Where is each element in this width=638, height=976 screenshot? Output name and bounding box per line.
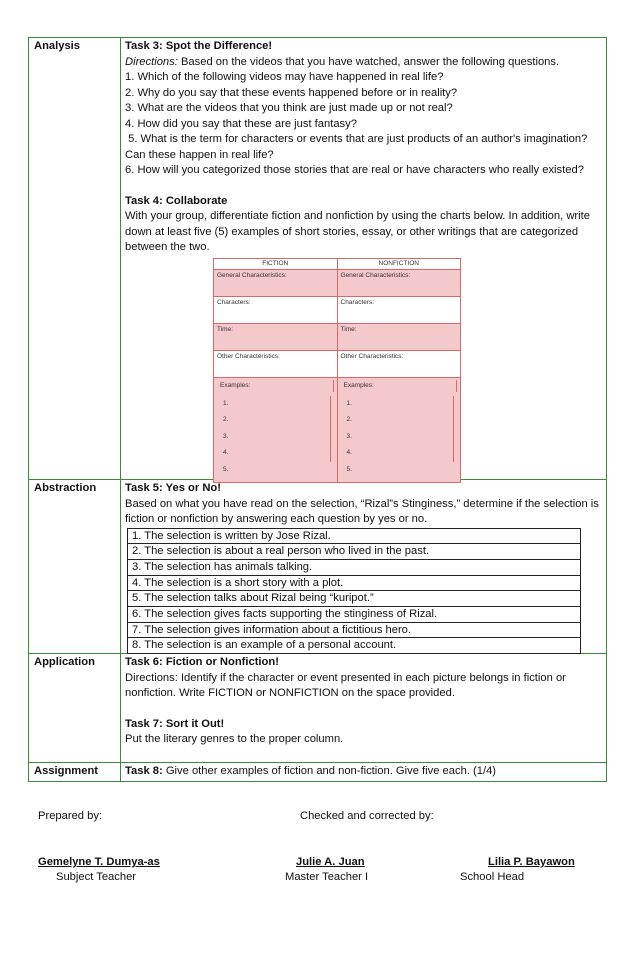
assignment-content bbox=[121, 763, 606, 781]
question: 6. How will you categorized those stories that are real or have characters who really existed? bbox=[125, 164, 584, 176]
signatory-school-head-name: Lilia P. Bayawon bbox=[488, 856, 575, 868]
checked-by-label: Checked and corrected by: bbox=[300, 810, 434, 822]
prepared-by-label: Prepared by: bbox=[38, 810, 103, 822]
chart-cell: Time: bbox=[340, 325, 357, 333]
task6-text: Directions: Identify if the character or event presented in each picture belongs in fiction or nonfiction. Write FICTION or NONFICTION on the space provided. bbox=[125, 671, 566, 699]
examples-label: Examples: bbox=[217, 380, 334, 392]
chart-cell bbox=[214, 378, 338, 483]
example-num: 1. bbox=[220, 396, 331, 413]
fiction-nonfiction-chart bbox=[213, 258, 461, 484]
signatory-master-teacher-role: Master Teacher I bbox=[285, 871, 369, 883]
abstraction-row bbox=[29, 479, 606, 653]
chart-cell: General Characteristics: bbox=[214, 270, 338, 296]
chart-row-characters bbox=[214, 297, 460, 324]
yes-no-item: 2. The selection is about a real person who lived in the past. bbox=[128, 543, 580, 559]
question: 5. What is the term for characters or events that are just products of an author's imagination? Can these happen in real life? bbox=[125, 133, 591, 161]
task7-text: Put the literary genres to the proper column. bbox=[125, 733, 344, 745]
chart-row-time bbox=[214, 324, 460, 351]
example-num: 3. bbox=[344, 429, 455, 446]
application-label: Application bbox=[29, 654, 121, 762]
example-num: 5. bbox=[346, 465, 352, 473]
yes-no-item: 7. The selection gives information about a fictitious hero. bbox=[128, 622, 580, 638]
task4-title: Task 4: Collaborate bbox=[125, 194, 228, 207]
yes-no-item: 4. The selection is a short story with a plot. bbox=[128, 575, 580, 591]
task5-text: Based on what you have read on the selection, “Rizal”s Stinginess,” determine if the selection is fiction or nonfiction by answering each question by yes or no. bbox=[125, 497, 599, 525]
examples-label: Examples: bbox=[341, 380, 458, 392]
question: 2. Why do you say that these events happened before or in reality? bbox=[125, 86, 458, 99]
example-num: 4. bbox=[344, 445, 455, 462]
yes-no-item: 5. The selection talks about Rizal being “kuripot.” bbox=[128, 590, 580, 606]
chart-cell: Other Characteristics: bbox=[214, 351, 338, 377]
task3-directions bbox=[125, 55, 602, 71]
chart-header bbox=[214, 259, 460, 270]
signatory-school-head-role: School Head bbox=[460, 871, 525, 883]
chart-cell: General Characteristics: bbox=[340, 271, 411, 279]
yes-no-item: 6. The selection gives facts supporting the stinginess of Rizal. bbox=[128, 606, 580, 622]
chart-col-fiction: FICTION bbox=[214, 259, 338, 270]
chart-cell: Characters: bbox=[214, 297, 338, 323]
chart-row-other bbox=[214, 351, 460, 378]
directions-text: Based on the videos that you have watched, answer the following questions. bbox=[177, 55, 560, 68]
analysis-row bbox=[29, 38, 606, 479]
signatory-subject-teacher-name: Gemelyne T. Dumya-as bbox=[38, 856, 160, 868]
question: 3. What are the videos that you think are just made up or not real? bbox=[125, 102, 453, 114]
abstraction-content bbox=[121, 480, 606, 653]
signatory-master-teacher-name: Julie A. Juan bbox=[296, 856, 365, 868]
analysis-label: Analysis bbox=[29, 38, 121, 479]
task4-text: With your group, differentiate fiction and nonfiction by using the charts below. In addition, write down at least five (5) examples of short stories, essay, or other writings that are categorized between the two. bbox=[125, 210, 590, 253]
question: 4. How did you say that these are just fantasy? bbox=[125, 117, 357, 130]
chart-cell: Time: bbox=[214, 324, 338, 350]
application-row bbox=[29, 653, 606, 762]
chart-cell: Characters: bbox=[340, 298, 375, 306]
task3-title: Task 3: Spot the Difference! bbox=[125, 40, 273, 52]
example-num: 2. bbox=[220, 412, 331, 429]
yes-no-item: 3. The selection has animals talking. bbox=[128, 559, 580, 575]
yes-no-table bbox=[127, 528, 581, 655]
task8-title: Task 8: bbox=[125, 765, 163, 777]
signatory-subject-teacher-role: Subject Teacher bbox=[56, 871, 137, 883]
task5-title: Task 5: Yes or No! bbox=[125, 482, 221, 494]
assignment-row bbox=[29, 762, 606, 781]
example-num: 2. bbox=[344, 412, 455, 429]
example-num: 3. bbox=[220, 429, 331, 446]
question: 1. Which of the following videos may have happened in real life? bbox=[125, 71, 444, 83]
example-num: 1. bbox=[344, 396, 455, 413]
task6-title: Task 6: Fiction or Nonfiction! bbox=[125, 656, 279, 668]
lesson-plan-table bbox=[28, 37, 607, 782]
chart-cell bbox=[338, 378, 461, 483]
yes-no-item: 8. The selection is an example of a personal account. bbox=[128, 637, 580, 653]
example-num: 4. bbox=[220, 445, 331, 462]
abstraction-label: Abstraction bbox=[29, 480, 121, 653]
chart-col-nonfiction: NONFICTION bbox=[338, 259, 461, 270]
analysis-content bbox=[121, 38, 606, 479]
application-content bbox=[121, 654, 606, 762]
chart-cell: Other Characteristics: bbox=[340, 352, 404, 360]
task8-text: Give other examples of fiction and non-fiction. Give five each. (1/4) bbox=[162, 765, 497, 777]
chart-row-general bbox=[214, 270, 460, 297]
assignment-label: Assignment bbox=[29, 763, 121, 781]
example-num: 5. bbox=[223, 465, 229, 473]
yes-no-item: 1. The selection is written by Jose Rizal. bbox=[132, 529, 331, 542]
directions-label: Directions: bbox=[125, 55, 178, 68]
chart-row-examples bbox=[214, 378, 460, 483]
task7-title: Task 7: Sort it Out! bbox=[125, 717, 225, 730]
